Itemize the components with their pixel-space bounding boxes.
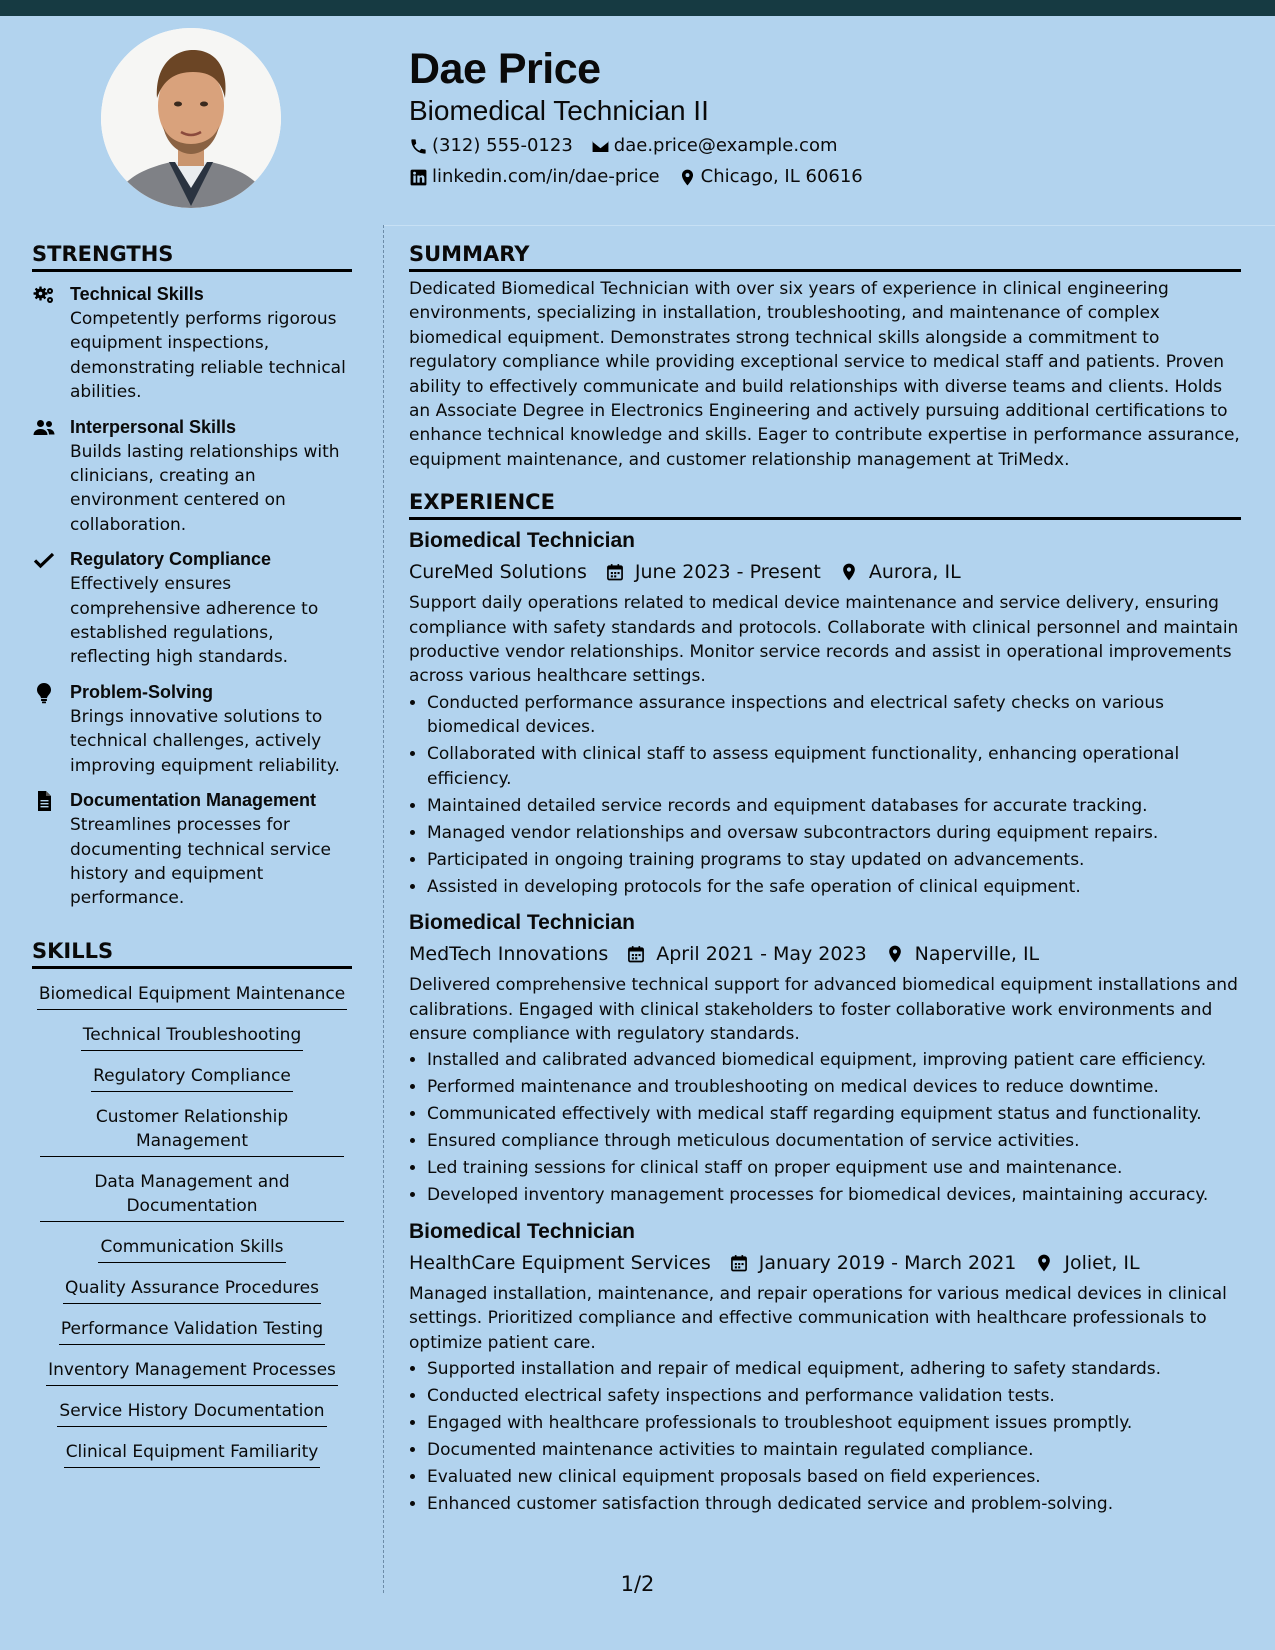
header-divider: [383, 225, 1275, 226]
strength-title: Regulatory Compliance: [70, 549, 272, 570]
check-icon: [32, 548, 56, 572]
date-range: January 2019 - March 2021: [758, 1251, 1017, 1274]
job-title: Biomedical Technician II: [409, 95, 709, 126]
email-address[interactable]: dae.price@example.com: [613, 135, 838, 156]
skill-label: Quality Assurance Procedures: [63, 1276, 321, 1304]
job-description: Managed installation, maintenance, and repair operations for various medical devices in clinical settings. Prioritized compliance and effective communication with healthcare professionals to optimize patient care.: [409, 1283, 1227, 1353]
candidate-name: Dae Price: [409, 45, 601, 93]
company: [409, 1250, 711, 1276]
company: [409, 941, 608, 967]
job-role: Biomedical Technician: [409, 529, 636, 553]
job-meta: [409, 559, 1241, 585]
achievement-list: [409, 1357, 1241, 1516]
company-name: CureMed Solutions: [409, 561, 587, 584]
strength-item: [32, 282, 352, 405]
skill-item: [32, 982, 352, 1010]
job-meta: [409, 941, 1241, 967]
profile-photo: [101, 28, 281, 208]
company: [409, 559, 587, 585]
lightbulb-icon: [32, 681, 56, 705]
skill-item: [32, 1276, 352, 1304]
map-pin-icon: [839, 562, 859, 582]
achievement-item: • Managed vendor relationships and oversaw subcontractors during equipment repairs.: [427, 821, 1241, 845]
portrait-image: [101, 28, 281, 208]
skill-item: [32, 1023, 352, 1051]
map-pin-icon: [885, 944, 905, 964]
job-description: Support daily operations related to medical device maintenance and service delivery, ensuring compliance with safety standards and protocols. Collaborate with clinical personnel and maintain productive vendor relationships. Monitor service records and assist in operational improvements across various healthcare settings.: [409, 593, 1239, 687]
location-contact: [678, 165, 863, 189]
achievement-item: • Assisted in developing protocols for the safe operation of clinical equipment.: [427, 875, 1241, 899]
skill-label: Clinical Equipment Familiarity: [64, 1440, 321, 1468]
achievement-item: • Installed and calibrated advanced biomedical equipment, improving patient care efficiency.: [427, 1048, 1241, 1072]
summary-text: Dedicated Biomedical Technician with over six years of experience in clinical engineering environments, specializing in installation, troubleshooting, and maintenance of complex biomedical equipment. Demonstrates strong technical skills alongside a commitment to regulatory compliance while providing exceptional service to medical staff and patients. Proven ability to effectively communicate and build relationships with diverse teams and clients. Holds an Associate Degree in Electronics Engineering and actively pursuing additional certifications to enhance technical knowledge and skills. Eager to contribute expertise in performance assurance, equipment maintenance, and customer relationship management at TriMedx.: [409, 279, 1240, 470]
achievement-item: • Ensured compliance through meticulous documentation of service activities.: [427, 1129, 1241, 1153]
achievement-item: • Conducted electrical safety inspections and performance validation tests.: [427, 1384, 1241, 1408]
location-text: Chicago, IL 60616: [700, 166, 863, 187]
company-name: HealthCare Equipment Services: [409, 1251, 711, 1274]
achievement-item: • Engaged with healthcare professionals to troubleshoot equipment issues promptly.: [427, 1411, 1241, 1435]
location-text: Aurora, IL: [868, 561, 961, 584]
skill-item: [32, 1358, 352, 1386]
job-description: Delivered comprehensive technical support for advanced biomedical equipment installations and calibrations. Engaged with clinical stakeholders to foster collaborative work environments and ensure compliance with regulatory standards.: [409, 975, 1238, 1044]
phone-icon: [409, 137, 428, 156]
map-pin-icon: [678, 168, 697, 187]
skill-label: Regulatory Compliance: [91, 1064, 293, 1092]
location-text: Naperville, IL: [914, 943, 1040, 966]
linkedin-url[interactable]: linkedin.com/in/dae-price: [432, 166, 660, 187]
job-entry: [409, 910, 1241, 1208]
left-column: [32, 240, 352, 1468]
strength-description: Builds lasting relationships with clinicians, creating an environment centered on collaboration.: [70, 441, 340, 535]
phone-contact: [409, 134, 573, 158]
achievement-item: • Collaborated with clinical staff to assess equipment functionality, enhancing operational efficiency.: [427, 742, 1241, 791]
skill-item: [32, 1440, 352, 1468]
job-location: [1034, 1250, 1139, 1276]
strength-item: [32, 788, 352, 911]
achievement-list: [409, 691, 1241, 899]
skill-label: Performance Validation Testing: [59, 1317, 325, 1345]
achievement-item: • Enhanced customer satisfaction through dedicated service and problem-solving.: [427, 1492, 1241, 1516]
skill-label: Data Management and Documentation: [40, 1170, 344, 1222]
summary-heading: SUMMARY: [409, 240, 1241, 272]
strength-title: Technical Skills: [70, 284, 204, 304]
strength-description: Streamlines processes for documenting technical service history and equipment performance.: [70, 815, 331, 909]
skill-label: Inventory Management Processes: [46, 1358, 338, 1386]
achievement-item: • Participated in ongoing training programs to stay updated on advancements.: [427, 848, 1241, 872]
skill-item: [32, 1064, 352, 1092]
linkedin-contact[interactable]: [409, 165, 660, 189]
skill-item: [32, 1399, 352, 1427]
achievement-item: • Conducted performance assurance inspections and electrical safety checks on various biomedical devices.: [427, 691, 1241, 740]
strengths-heading: STRENGTHS: [32, 240, 352, 272]
achievement-item: • Developed inventory management processes for biomedical devices, maintaining accuracy.: [427, 1183, 1241, 1207]
email-contact[interactable]: [591, 134, 838, 158]
calendar-icon: [605, 562, 625, 582]
job-location: [885, 941, 1039, 967]
achievement-list: [409, 1048, 1241, 1207]
map-pin-icon: [1034, 1253, 1054, 1273]
location-text: Joliet, IL: [1064, 1251, 1140, 1274]
strength-description: Effectively ensures comprehensive adherence to established regulations, reflecting high standards.: [70, 574, 319, 668]
achievement-item: • Performed maintenance and troubleshooting on medical devices to reduce downtime.: [427, 1075, 1241, 1099]
achievement-item: • Evaluated new clinical equipment proposals based on field experiences.: [427, 1465, 1241, 1489]
skill-label: Communication Skills: [98, 1235, 285, 1263]
calendar-icon: [729, 1253, 749, 1273]
job-entry: [409, 1219, 1241, 1517]
strength-item: [32, 547, 352, 670]
strength-description: Brings innovative solutions to technical challenges, actively improving equipment reliability.: [70, 706, 340, 776]
achievement-item: • Maintained detailed service records and equipment databases for accurate tracking.: [427, 794, 1241, 818]
strength-title: Documentation Management: [70, 790, 317, 811]
column-divider: [383, 225, 384, 1593]
calendar-icon: [626, 944, 646, 964]
achievement-item: • Documented maintenance activities to maintain regulated compliance.: [427, 1438, 1241, 1462]
strength-title: Interpersonal Skills: [70, 416, 237, 437]
skill-item: [32, 1235, 352, 1263]
skills-heading: SKILLS: [32, 937, 352, 969]
achievement-item: • Supported installation and repair of medical equipment, adhering to safety standards.: [427, 1357, 1241, 1381]
date-range: April 2021 - May 2023: [656, 943, 867, 966]
contact-row-1: [409, 134, 856, 158]
achievement-item: • Led training sessions for clinical staff on proper equipment use and maintenance.: [427, 1156, 1241, 1180]
experience-heading: EXPERIENCE: [409, 488, 1241, 520]
strength-title: Problem-Solving: [70, 681, 214, 702]
job-dates: [729, 1250, 1017, 1276]
company-name: MedTech Innovations: [409, 943, 609, 966]
linkedin-icon: [409, 168, 428, 187]
skill-label: Customer Relationship Management: [40, 1105, 344, 1157]
achievement-item: • Communicated effectively with medical staff regarding equipment status and functionality.: [427, 1102, 1241, 1126]
skill-item: [32, 1317, 352, 1345]
strength-item: [32, 415, 352, 538]
strength-item: [32, 680, 352, 778]
phone-number: (312) 555-0123: [432, 135, 573, 156]
skill-label: Technical Troubleshooting: [81, 1023, 304, 1051]
gears-icon: [32, 283, 56, 307]
right-column: [409, 240, 1241, 1519]
envelope-icon: [591, 137, 610, 156]
skill-item: [32, 1170, 352, 1222]
contact-row-2: [409, 165, 881, 189]
page-number: 1/2: [620, 1572, 655, 1596]
job-role: Biomedical Technician: [409, 911, 636, 935]
job-entry: [409, 528, 1241, 899]
job-dates: [626, 941, 866, 967]
job-dates: [605, 559, 821, 585]
skill-label: Service History Documentation: [57, 1399, 326, 1427]
job-role: Biomedical Technician: [409, 1219, 636, 1243]
users-icon: [32, 416, 56, 440]
skill-item: [32, 1105, 352, 1157]
strength-description: Competently performs rigorous equipment inspections, demonstrating reliable technical abilities.: [70, 309, 346, 403]
document-icon: [32, 789, 56, 813]
job-meta: [409, 1250, 1241, 1276]
date-range: June 2023 - Present: [634, 561, 821, 584]
skill-label: Biomedical Equipment Maintenance: [37, 982, 347, 1010]
job-location: [839, 559, 961, 585]
top-accent-bar: [0, 0, 1275, 16]
